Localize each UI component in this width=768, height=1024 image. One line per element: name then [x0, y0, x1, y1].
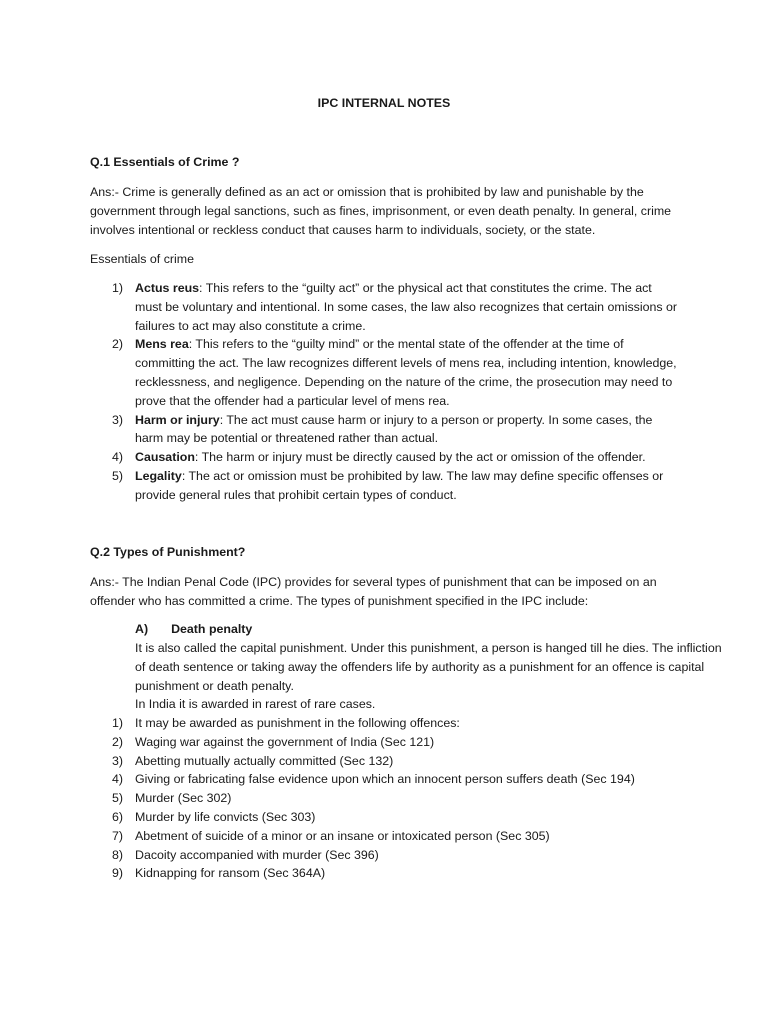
item-number: 3) — [112, 412, 124, 427]
item-number: 1) — [112, 281, 124, 295]
item-number: 3) — [112, 753, 124, 768]
item-term: Legality — [135, 468, 182, 483]
item-number: 2) — [112, 734, 124, 749]
list-item — [90, 279, 680, 335]
item-text: It may be awarded as punishment in the following offences: — [135, 716, 460, 730]
q2-heading: Q.2 Types of Punishment? — [90, 545, 246, 559]
list-item — [90, 808, 680, 827]
item-term: Causation — [135, 450, 195, 465]
section-a-label: Death penalty — [171, 622, 253, 636]
item-text: : The harm or injury must be directly caused by the act or omission of the offender. — [194, 450, 646, 465]
list-item — [90, 733, 680, 752]
list-item — [90, 335, 680, 410]
section-a-heading — [90, 620, 725, 639]
item-number: 8) — [112, 847, 124, 862]
item-number: 4) — [112, 450, 124, 465]
item-text: Murder by life convicts (Sec 303) — [135, 809, 316, 824]
list-item — [90, 770, 680, 789]
list-item — [90, 448, 680, 467]
q1-subheading: Essentials of crime — [90, 252, 194, 266]
essentials-list — [90, 279, 680, 505]
item-number: 2) — [112, 337, 124, 352]
item-text: Abetting mutually actually committed (Sec 132) — [135, 753, 394, 768]
item-term: Harm or injury — [135, 412, 220, 427]
item-text: Abetment of suicide of a minor or an insane or intoxicated person (Sec 305) — [135, 828, 550, 843]
item-text: Waging war against the government of India (Sec 121) — [135, 734, 435, 749]
section-a-number: A) — [135, 622, 149, 636]
item-term: Mens rea — [135, 337, 189, 352]
item-term: Actus reus — [135, 281, 200, 295]
list-item — [90, 789, 680, 808]
page-title: IPC INTERNAL NOTES — [317, 96, 451, 110]
list-item — [90, 752, 680, 771]
item-text: : The act or omission must be prohibited by law. The law may define specific offenses or provide general rules that prohibit certain types of conduct. — [135, 468, 664, 502]
item-text: : This refers to the “guilty act” or the physical act that constitutes the crime. The act must be voluntary and intentional. In some cases, the law also recognizes that certain omissions or failures to act may also constitute a crime. — [135, 281, 678, 333]
item-number: 5) — [112, 468, 124, 483]
list-item — [90, 846, 680, 865]
item-text: Dacoity accompanied with murder (Sec 396) — [135, 847, 379, 862]
item-text: Murder (Sec 302) — [135, 791, 232, 806]
list-item — [90, 467, 680, 505]
item-text: Kidnapping for ransom (Sec 364A) — [135, 866, 326, 881]
item-number: 4) — [112, 772, 124, 787]
item-number: 9) — [112, 866, 124, 881]
item-text: Giving or fabricating false evidence upon which an innocent person suffers death (Sec 194) — [135, 772, 635, 787]
q2-answer: Ans:- The Indian Penal Code (IPC) provides for several types of punishment that can be imposed on an offender who has committed a crime. The types of punishment specified in the IPC include: — [90, 575, 657, 608]
list-item — [90, 864, 680, 883]
list-item — [90, 714, 680, 733]
section-a-paragraph: It is also called the capital punishment. Under this punishment, a person is hanged till he dies. The infliction of death sentence or taking away the offenders life by authority as a punishment for an offence is capital punishment or death penalty. — [135, 641, 722, 693]
q1-heading: Q.1 Essentials of Crime ? — [90, 155, 240, 169]
list-item — [90, 411, 680, 449]
item-text: : This refers to the “guilty mind” or the mental state of the offender at the time of committing the act. The law recognizes different levels of mens rea, including intention, knowledge, recklessness, and negligence. Depending on the nature of the crime, the prosecution may need to prove that the offender had a particular level of mens rea. — [135, 337, 677, 408]
item-number: 5) — [112, 791, 124, 806]
item-number: 7) — [112, 828, 124, 843]
list-item — [90, 827, 680, 846]
item-number: 1) — [112, 716, 124, 730]
q1-answer: Ans:- Crime is generally defined as an act or omission that is prohibited by law and punishable by the government through legal sanctions, such as fines, imprisonment, or even death penalty. In general, crime involves intentional or reckless conduct that causes harm to individuals, society, or the state. — [90, 185, 672, 237]
section-a-note: In India it is awarded in rarest of rare cases. — [135, 697, 376, 711]
offences-list — [90, 714, 680, 883]
item-text: : The act must cause harm or injury to a person or property. In some cases, the harm may be potential or threatened rather than actual. — [135, 412, 653, 446]
item-number: 6) — [112, 809, 124, 824]
